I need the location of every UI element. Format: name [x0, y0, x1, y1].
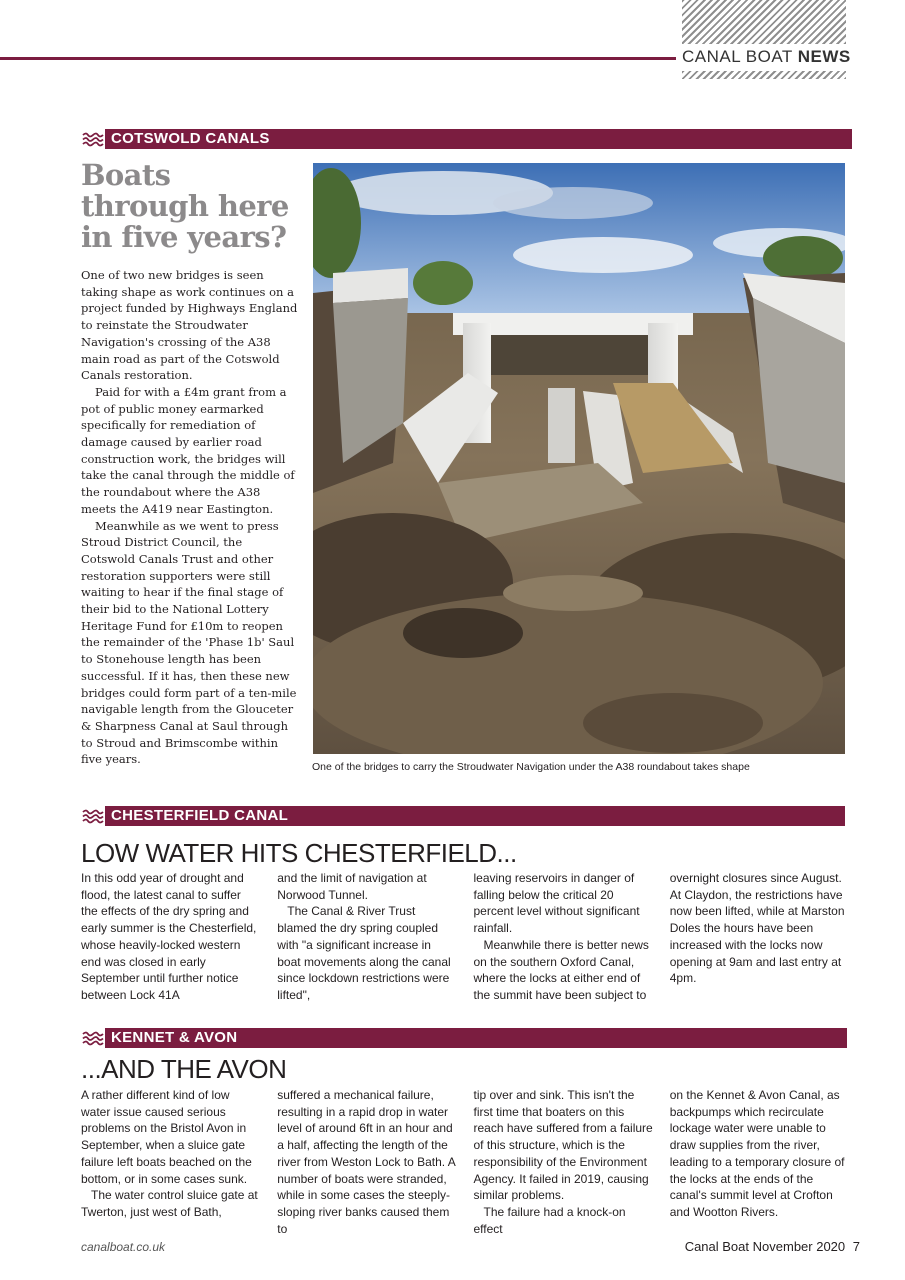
- footer-magazine: Canal Boat: [684, 1239, 750, 1254]
- story-column: [277, 1087, 456, 1237]
- story-paragraph: A rather different kind of low water issue caused serious problems on the Bristol Avon in September, when a sluice gate failure left boats beached on the bottom, or in some cases sunk.: [81, 1088, 252, 1186]
- footer-issue: November 2020: [752, 1239, 846, 1254]
- story-paragraph: In this odd year of drought and flood, the latest canal to suffer the effects of the dry spring and early summer is the Chesterfield, whose heavily-locked western end was closed in early September until further notice between Lock 41A: [81, 871, 257, 1002]
- waves-icon: [81, 1028, 105, 1048]
- photo-caption: One of the bridges to carry the Stroudwater Navigation under the A38 roundabout takes shape: [312, 761, 750, 773]
- section-bar-cotswold: [81, 129, 852, 149]
- story-body: [81, 267, 299, 768]
- section-bar-label: CHESTERFIELD CANAL: [111, 807, 289, 824]
- section-name: [682, 47, 852, 67]
- story-paragraph: Meanwhile as we went to press Stroud District Council, the Cotswold Canals Trust and other restoration supporters were still waiting to hear if the final stage of their bid to the National Lottery Heritage Fund for £10m to reopen the remainder of the 'Phase 1b' Saul to Stonehouse length has been successful. If it has, then these new bridges could form part of a ten-mile navigable length from the Glouceter & Sharpness Canal at Saul through to Stroud and Brimscombe within five years.: [81, 518, 297, 767]
- story-paragraph: tip over and sink. This isn't the first time that boaters on this reach have suffered from a failure of this structure, which is the responsibility of the Environment Agency. It failed in 2019, causing similar problems.: [473, 1088, 653, 1203]
- story-column: [474, 1087, 653, 1237]
- story-paragraph: and the limit of navigation at Norwood Tunnel.: [277, 871, 427, 902]
- header-hatch-bottom: [682, 71, 846, 79]
- waves-icon: [81, 806, 105, 826]
- section-bar-label: COTSWOLD CANALS: [111, 130, 270, 147]
- story-paragraph: leaving reservoirs in danger of falling below the critical 20 percent level without significant rainfall.: [473, 871, 640, 936]
- story-paragraph: suffered a mechanical failure, resulting in a rapid drop in water level of around 6ft in an hour and a half, affecting the length of the river from Weston Lock to Bath. A number of boats were stranded, while in some cases the steeply-sloping river banks caused them to: [277, 1088, 456, 1236]
- story-headline: LOW WATER HITS CHESTERFIELD...: [81, 838, 517, 868]
- story-paragraph: The Canal & River Trust blamed the dry spring coupled with "a significant increase in boat movements along the canal since lockdown restrictions were lifted",: [277, 904, 451, 1002]
- story-column: [670, 1087, 849, 1237]
- story-paragraph: Meanwhile there is better news on the southern Oxford Canal, where the locks at either end of the summit have been subject to: [473, 937, 649, 1002]
- header-hatch-top: [682, 0, 846, 44]
- footer-page-number: 7: [852, 1239, 860, 1254]
- section-bar-chesterfield: [81, 806, 845, 826]
- story-paragraph: One of two new bridges is seen taking shape as work continues on a project funded by Highways England to reinstate the Stroudwater Navigation's crossing of the A38 main road as part of the Cotswold Canals restoration.: [81, 268, 298, 383]
- story-column: [277, 870, 456, 1004]
- story-headline: Boats through here in five years?: [81, 158, 289, 254]
- footer-url: canalboat.co.uk: [81, 1240, 166, 1254]
- story-column: [81, 1087, 260, 1237]
- section-name-light: CANAL BOAT: [682, 47, 793, 66]
- section-name-bold: NEWS: [797, 47, 851, 66]
- bridge-construction-photo: [313, 163, 845, 754]
- header-rule: [0, 57, 676, 60]
- story-paragraph: The water control sluice gate at Twerton, just west of Bath,: [81, 1188, 258, 1219]
- story-columns: [81, 1087, 849, 1237]
- story-columns: [81, 870, 849, 1004]
- section-bar-label: KENNET & AVON: [111, 1029, 238, 1046]
- waves-icon: [81, 129, 105, 149]
- story-column: [670, 870, 849, 1004]
- footer-folio: [560, 1239, 860, 1254]
- story-headline: ...AND THE AVON: [81, 1054, 287, 1084]
- section-bar-kennet-avon: [81, 1028, 847, 1048]
- story-paragraph: overnight closures since August. At Claydon, the restrictions have now been lifted, while at Marston Doles the hours have been increased with the locks now opening at 9am and last entry at 4pm.: [669, 871, 845, 986]
- story-column: [474, 870, 653, 1004]
- story-paragraph: The failure had a knock-on effect: [473, 1204, 626, 1236]
- story-column: [81, 870, 260, 1004]
- story-paragraph: Paid for with a £4m grant from a pot of public money earmarked specifically for remediation of damage caused by earlier road construction work, the bridges will take the canal through the middle of the roundabout where the A38 meets the A419 near Eastington.: [81, 384, 295, 516]
- story-paragraph: on the Kennet & Avon Canal, as backpumps which recirculate lockage water were unable to draw supplies from the river, leading to a temporary closure of the locks at the ends of the canal's summit level at Crofton and Wootton Rivers.: [669, 1088, 845, 1219]
